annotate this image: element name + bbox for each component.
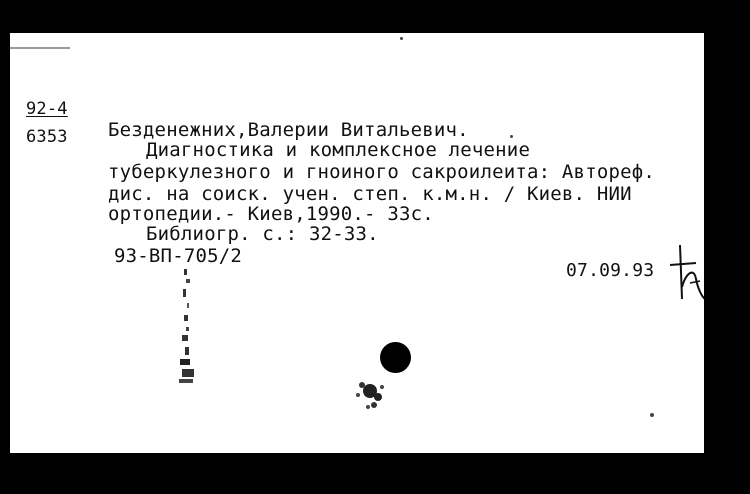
dust-speck — [510, 135, 513, 138]
dust-speck — [400, 37, 403, 40]
handwritten-signature — [666, 243, 704, 303]
punch-hole — [380, 342, 411, 373]
stamp-date: 07.09.93 — [566, 260, 655, 281]
shelf-code: 6353 — [26, 127, 68, 147]
catalog-card — [10, 33, 704, 453]
dust-speck — [650, 413, 654, 417]
ink-smudge — [348, 373, 392, 413]
author-line: Безденежних,Валерии Витальевич. — [108, 119, 469, 141]
classification-code: 92-4 — [26, 99, 68, 119]
dissertation-line: дис. на соиск. учен. степ. к.м.н. / Киев. НИИ — [108, 183, 632, 205]
scan-edge-line — [10, 47, 70, 49]
title-line-2: туберкулезного и гноиного сакроилеита: Автореф. — [108, 161, 656, 183]
title-line-1: Диагностика и комплексное лечение — [146, 139, 531, 161]
publication-line: ортопедии.- Киев,1990.- 33с. — [108, 203, 434, 225]
inventory-number: 93-ВП-705/2 — [114, 245, 243, 267]
scan-noise — [174, 269, 198, 385]
bibliography-line: Библиогр. с.: 32-33. — [146, 223, 379, 245]
